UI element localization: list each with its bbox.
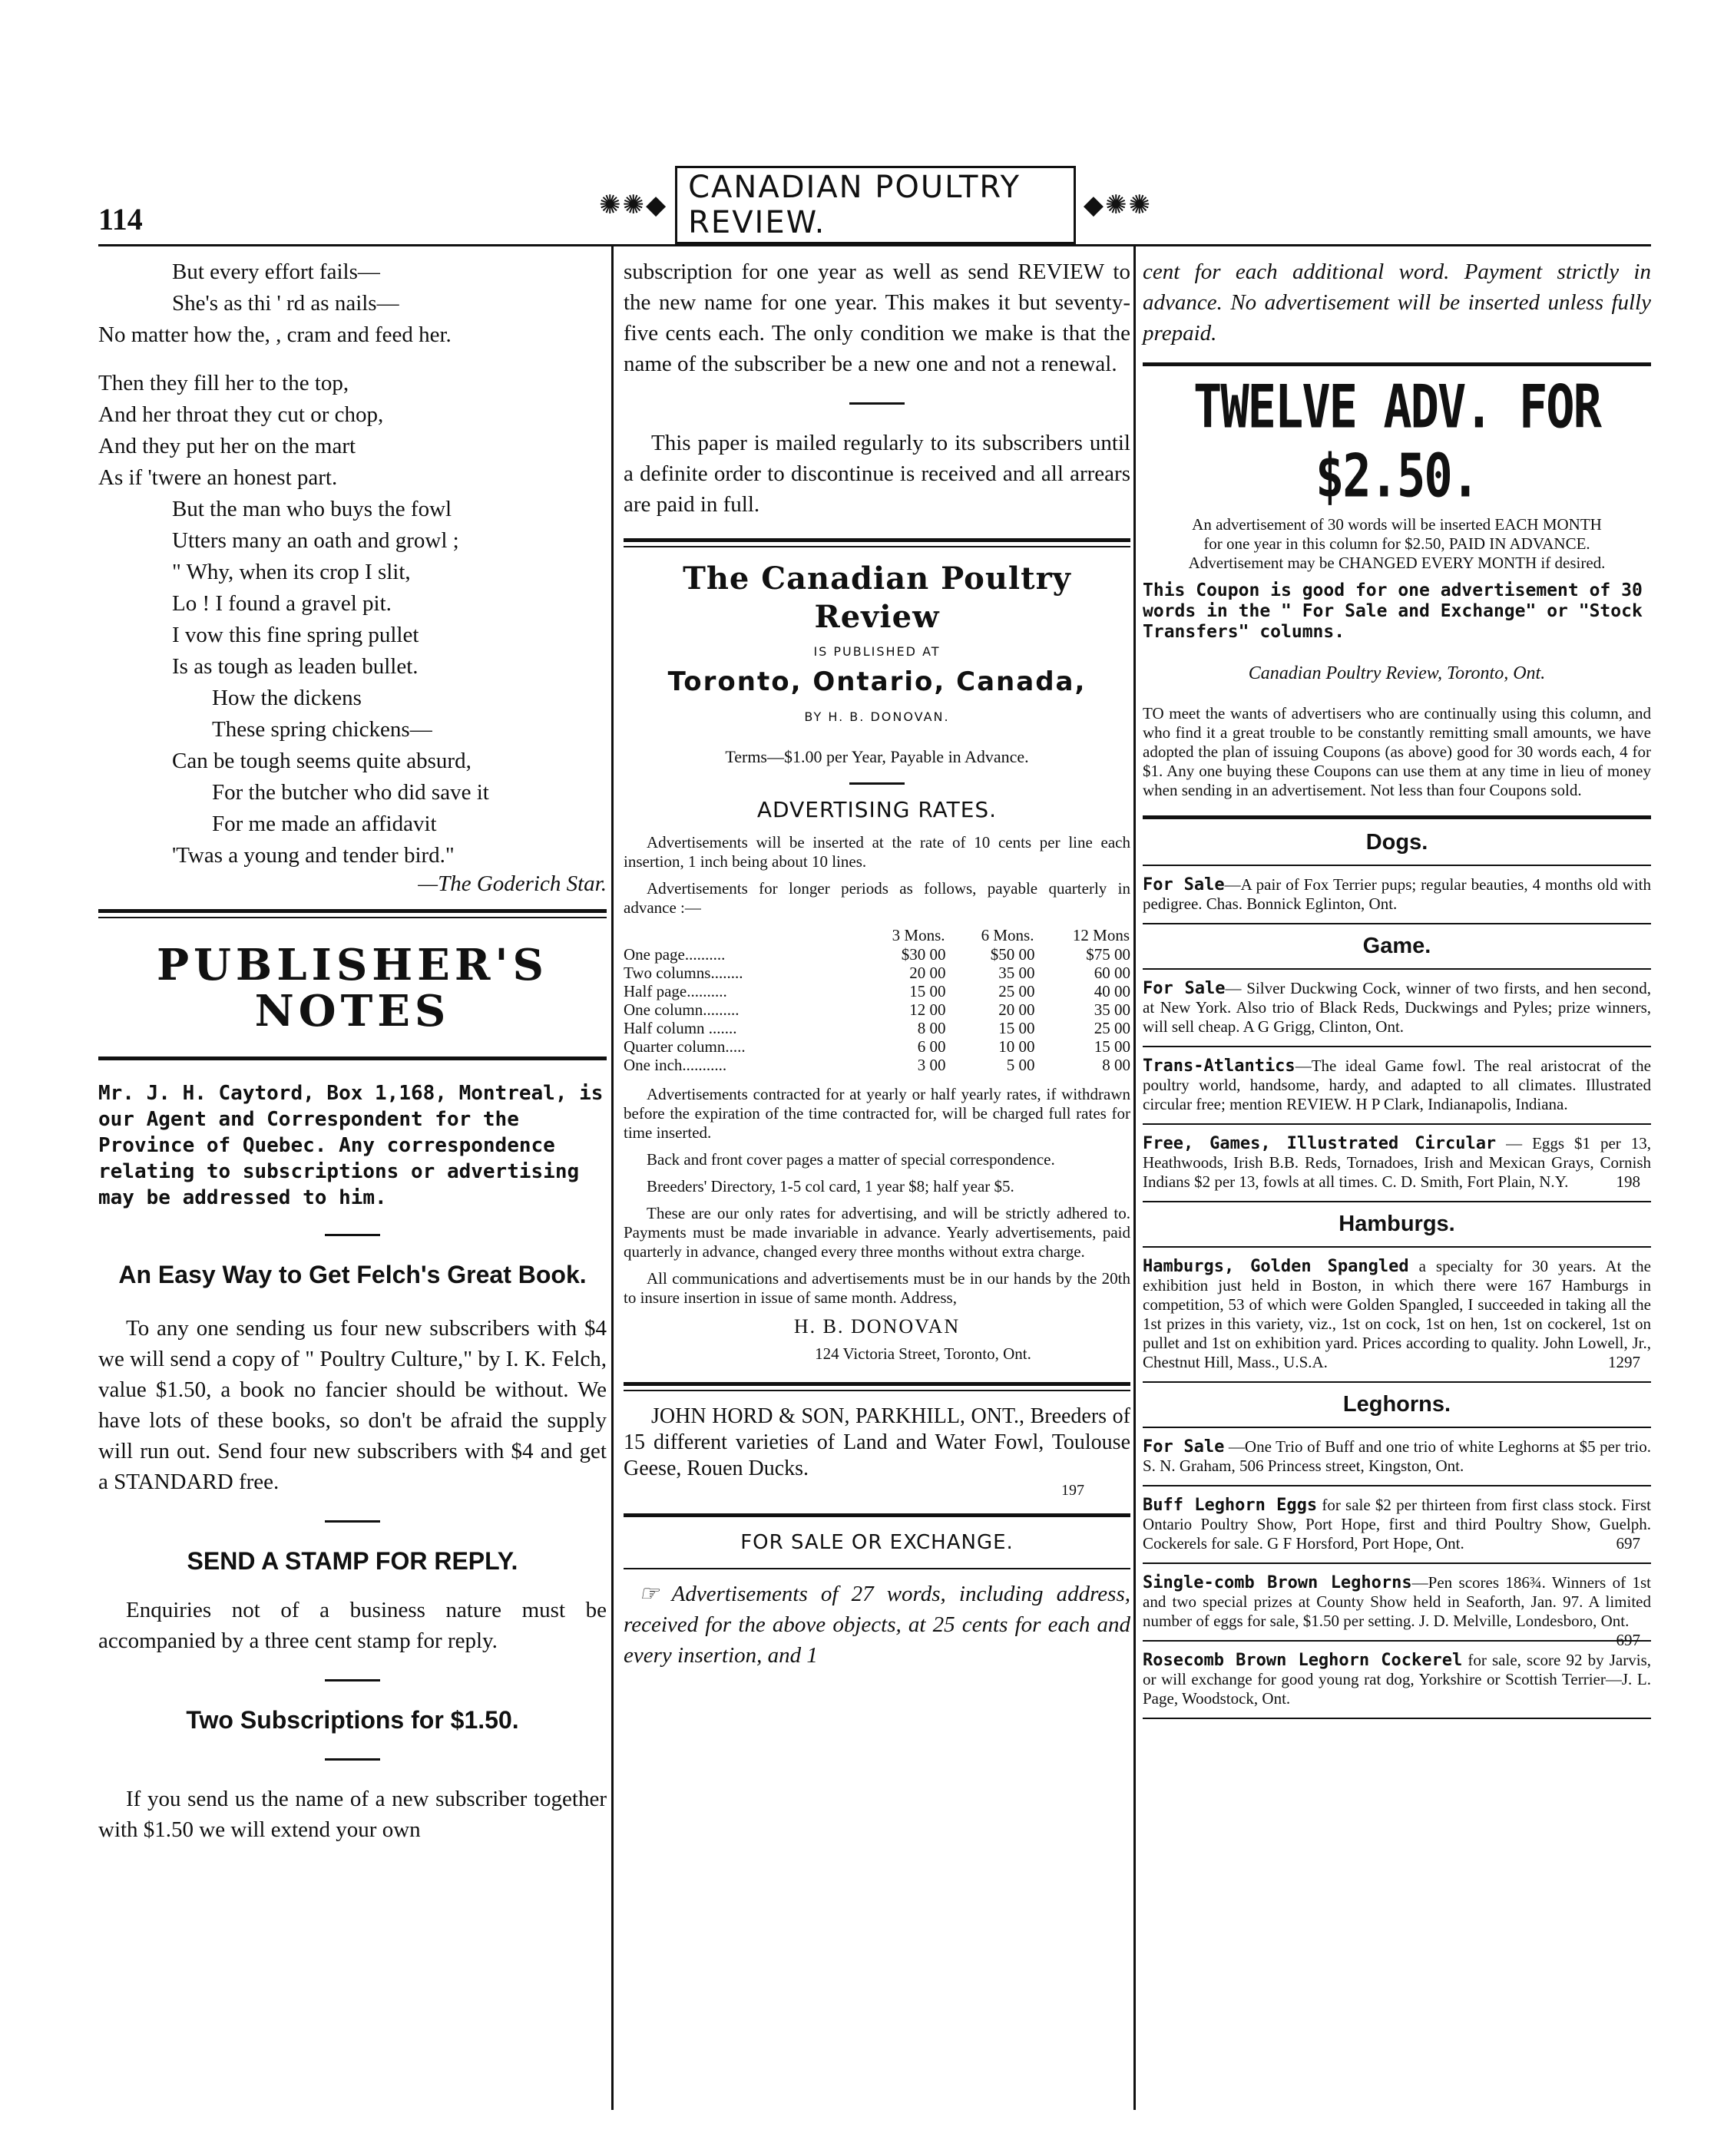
ad-lead: For Sale (1143, 979, 1226, 998)
rates-col-head: 3 Mons. (892, 926, 945, 944)
paragraph: Advertisements will be inserted at the rate of 10 cents per line each insertion, 1 inch being about 10 lines. (624, 833, 1130, 871)
poem-line: Utters many an oath and growl ; (172, 528, 459, 553)
paragraph: An advertisement of 30 words will be inserted EACH MONTH for one year in this column for $2.50, PAID IN ADVANCE. Advertisement may be CHANGED EVERY MONTH if desired. (1188, 515, 1606, 572)
ad-text: —One Trio of Buff and one trio of white Leghorns at $5 per trio. S. N. Graham, 506 Princess street, Kingston, Ont. (1143, 1437, 1651, 1475)
paragraph: All communications and advertisements must be in our hands by the 20th to insure insertion in issue of same month. Address, (624, 1269, 1130, 1307)
rates-row (624, 1037, 1130, 1056)
category-heading: Game. (1362, 934, 1431, 958)
location: Toronto, Ontario, Canada, (667, 666, 1087, 697)
rates-cell: 20 00 (909, 964, 946, 982)
divider (849, 782, 905, 785)
address-name: H. B. DONOVAN (793, 1315, 961, 1338)
paragraph: To any one sending us four new subscribers with $4 we will send a copy of " Poultry Culture," by I. K. Felch, value $1.50, a book no fancier should be without. We have lots of these books, so don't be afraid the supply will run out. Send four new subscribers with $4 and get a STANDARD free. (98, 1316, 607, 1494)
divider (1143, 362, 1651, 366)
hord-ad: JOHN HORD & SON, PARKHILL, ONT., Breeders of 15 different varieties of Land and Water Fowl, Toulouse Geese, Rouen Ducks. (624, 1404, 1130, 1480)
classified-ad (1143, 1257, 1651, 1372)
rates-row (624, 945, 1130, 964)
rates-row-label: One inch........... (624, 1056, 727, 1074)
classified-ad (1143, 875, 1651, 914)
divider (325, 1758, 380, 1761)
divider (1143, 1201, 1651, 1202)
rates-cell: 60 00 (1094, 964, 1130, 982)
paragraph: Advertisements contracted for at yearly or half yearly rates, if withdrawn before the expiration of the time contracted for, will be charged full rates for time inserted. (624, 1085, 1130, 1142)
paragraph: ☞ Advertisements of 27 words, including address, received for the above objects, at 25 cents for each and every insertion, and 1 (624, 1582, 1130, 1668)
classified-ad (1143, 1057, 1651, 1114)
masthead-ornament-left: ✺✺◆ (599, 191, 668, 220)
classified-ad (1143, 1134, 1651, 1192)
rates-cell: 5 00 (1006, 1056, 1035, 1074)
ad-number: 1297 (1608, 1353, 1640, 1371)
masthead-title: CANADIAN POULTRY REVIEW. (675, 166, 1076, 244)
rates-cell: 12 00 (909, 1000, 946, 1019)
divider (1143, 815, 1651, 819)
divider (1143, 1427, 1651, 1428)
ad-lead: Rosecomb Brown Leghorn Cockerel (1143, 1651, 1463, 1670)
divider (624, 1513, 1130, 1517)
rates-table (624, 925, 1130, 1074)
rates-cell: 25 00 (1094, 1019, 1130, 1037)
ad-lead: Trans-Atlantics (1143, 1057, 1295, 1076)
rates-row (624, 1000, 1130, 1019)
poem-line: How the dickens (212, 686, 362, 710)
divider (1143, 968, 1651, 970)
divider (1143, 1381, 1651, 1383)
paragraph: cent for each additional word. Payment strictly in advance. No advertisement will be inserted unless fully prepaid. (1143, 260, 1651, 346)
paragraph: If you send us the name of a new subscriber together with $1.50 we will extend your own (98, 1787, 607, 1842)
header-rule (98, 244, 1651, 246)
poem-line: No matter how the, , cram and feed her. (98, 322, 452, 347)
divider (1143, 1718, 1651, 1719)
column-3 (1143, 256, 1651, 1728)
twelve-adv-heading: TWELVE ADV. FOR $2.50. (1193, 371, 1600, 511)
poem-line: Is as tough as leaden bullet. (172, 654, 419, 679)
coupon-notice: This Coupon is good for one advertisement of 30 words in the " For Sale and Exchange" or "Stock Transfers" columns. (1143, 580, 1643, 642)
divider (98, 1057, 607, 1060)
ad-number: 697 (1616, 1631, 1640, 1649)
paragraph: These are our only rates for advertising, and will be strictly adhered to. Payments must be made invariable in advance. Yearly advertisements, paid quarterly in advance, changed every three months without extra charge. (624, 1204, 1130, 1261)
divider (1143, 1640, 1651, 1642)
publisher: BY H. B. DONOVAN. (804, 709, 950, 724)
publishers-notes-banner: PUBLISHER'S NOTES (156, 940, 548, 1037)
divider (624, 1568, 1130, 1569)
poem-line: Then they fill her to the top, (98, 371, 349, 395)
rates-cell: 15 00 (998, 1019, 1035, 1037)
column-divider (1133, 244, 1136, 2110)
rates-row-label: Half column ....... (624, 1019, 737, 1037)
rates-row (624, 1019, 1130, 1037)
classified-ad (1143, 1496, 1651, 1553)
column-1 (98, 256, 607, 1845)
ad-text: —Pen scores 186¾. Winners of 1st and two special prizes at County Show held in Seaforth, Jan. 97. A limited number of eggs for sale, $1.50 per setting. J. D. Melville, Londesboro, Ont. (1143, 1573, 1651, 1630)
ad-lead: For Sale (1143, 1437, 1225, 1457)
paragraph: This paper is mailed regularly to its subscribers until a definite order to discontinue is received and all arrears are paid in full. (624, 431, 1130, 517)
page-number: 114 (98, 202, 143, 236)
rates-row (624, 982, 1130, 1000)
divider (624, 1382, 1130, 1391)
rates-cell: 40 00 (1094, 982, 1130, 1000)
poem (98, 256, 607, 871)
rates-cell: $50 00 (990, 945, 1035, 964)
divider (1143, 1562, 1651, 1564)
poem-line: These spring chickens— (212, 717, 432, 742)
category-heading: Leghorns. (1342, 1392, 1451, 1417)
ad-lead: Buff Leghorn Eggs (1143, 1496, 1318, 1515)
divider (325, 1234, 380, 1236)
rates-cell: 3 00 (917, 1056, 946, 1074)
divider (1143, 865, 1651, 866)
masthead-ornament-right: ◆✺✺ (1083, 191, 1152, 220)
rates-cell: 15 00 (909, 982, 946, 1000)
paragraph: TO meet the wants of advertisers who are continually using this column, and who find it a great trouble to be constantly remitting small amounts, we have adopted the plan of issuing Coupons (as above) good for 30 words each, 4 for $1. Any one buying these Coupons can use them at any time in lieu of money when sending in an advertisement. Not less than four Coupons sold. (1143, 704, 1651, 799)
divider (1143, 1246, 1651, 1248)
ad-text: — Silver Duckwing Cock, winner of two firsts, and hen second, at New York. Also trio of Black Reds, Duckwings and Pyles; prize winners, will sell cheap. A G Grigg, Clinton, Ont. (1143, 979, 1651, 1036)
ad-lead: Single-comb Brown Leghorns (1143, 1573, 1412, 1592)
poem-line: For the butcher who did save it (212, 780, 489, 805)
rates-cell: 8 00 (917, 1019, 946, 1037)
poem-attribution: —The Goderich Star. (418, 871, 607, 896)
paragraph: Breeders' Directory, 1-5 col card, 1 year $8; half year $5. (647, 1177, 1014, 1195)
paragraph: Advertisements for longer periods as follows, payable quarterly in advance :— (624, 879, 1130, 917)
divider (1143, 923, 1651, 924)
ad-text: —A pair of Fox Terrier pups; regular beauties, 4 months old with pedigree. Chas. Bonnick Eglinton, Ont. (1143, 875, 1651, 913)
poem-line: Can be tough seems quite absurd, (172, 749, 472, 773)
divider (849, 402, 905, 405)
paper-title: The Canadian Poultry Review (683, 560, 1071, 635)
classified-ad (1143, 1651, 1651, 1708)
classified-sections (1143, 830, 1651, 1719)
rates-cell: 15 00 (1094, 1037, 1130, 1056)
rates-cell: 6 00 (917, 1037, 946, 1056)
ad-number: 697 (1616, 1534, 1640, 1553)
poem-line: As if 'twere an honest part. (98, 465, 338, 490)
masthead (599, 170, 1152, 240)
sale-heading: FOR SALE OR EXCHANGE. (740, 1531, 1014, 1554)
poem-line: I vow this fine spring pullet (172, 623, 419, 647)
rates-cell: 8 00 (1102, 1056, 1130, 1074)
ad-lead: For Sale (1143, 875, 1225, 894)
paragraph: Enquiries not of a business nature must be accompanied by a three cent stamp for reply. (98, 1598, 607, 1653)
poem-line: And they put her on the mart (98, 434, 356, 458)
rates-row-label: One page.......... (624, 945, 726, 964)
rates-cell: $75 00 (1086, 945, 1130, 964)
poem-line: " Why, when its crop I slit, (172, 560, 411, 584)
divider (325, 1679, 380, 1681)
coupon-signature: Canadian Poultry Review, Toronto, Ont. (1248, 663, 1546, 683)
rates-row-label: Quarter column..... (624, 1037, 746, 1056)
rates-cell: $30 00 (901, 945, 946, 964)
poem-line: 'Twas a young and tender bird." (172, 843, 455, 868)
classified-ad (1143, 1437, 1651, 1476)
rates-cell: 25 00 (998, 982, 1035, 1000)
divider (98, 909, 607, 918)
rates-heading: ADVERTISING RATES. (756, 797, 998, 822)
published-at: IS PUBLISHED AT (813, 644, 941, 659)
poem-line: But every effort fails— (172, 260, 380, 284)
poem-line: Lo ! I found a gravel pit. (172, 591, 392, 616)
category-heading: Dogs. (1365, 830, 1428, 855)
rates-cell: 20 00 (998, 1000, 1035, 1019)
divider (1143, 1123, 1651, 1125)
rates-cell: 35 00 (1094, 1000, 1130, 1019)
ad-text: —The ideal Game fowl. The real aristocrat of the poultry world, handsome, hardy, and adapted to all climates. Illustrated circular free; mention REVIEW. H P Clark, Indianapolis, Indiana. (1143, 1057, 1651, 1113)
rates-col-head: 6 Mons. (981, 926, 1034, 944)
divider (624, 538, 1130, 547)
ad-text: — Eggs $1 per 13, Heathwoods, Irish B.B. Reds, Tornadoes, Irish and Mexican Grays, Cornish Indians $2 per 13, fowls at all times. C. D. Smith, Fort Plain, N.Y. (1143, 1134, 1651, 1191)
poem-line: She's as thi ' rd as nails— (172, 291, 399, 316)
poem-line: But the man who buys the fowl (172, 497, 452, 521)
rates-row (624, 1056, 1130, 1074)
category-heading: Hamburgs. (1338, 1212, 1455, 1236)
classified-ad (1143, 979, 1651, 1037)
rates-cell: 35 00 (998, 964, 1035, 982)
paragraph: subscription for one year as well as send REVIEW to the new name for one year. This makes it but seventy-five cents each. The only condition we make is that the name of the subscriber be a new one and not a renewal. (624, 260, 1130, 376)
divider (325, 1520, 380, 1523)
ad-number: 197 (1061, 1482, 1084, 1499)
rates-col-head: 12 Mons (1072, 926, 1130, 944)
section-heading: SEND A STAMP FOR REPLY. (187, 1547, 518, 1575)
ad-text: for sale, score 92 by Jarvis, or will exchange for good young rat dog, Yorkshire or Scottish Terrier—J. L. Page, Woodstock, Ont. (1143, 1651, 1651, 1708)
divider (1143, 1046, 1651, 1047)
column-divider (611, 244, 614, 2110)
address-street: 124 Victoria Street, Toronto, Ont. (815, 1344, 1031, 1363)
poem-line: For me made an affidavit (212, 812, 437, 836)
classified-ad (1143, 1573, 1651, 1649)
ad-text: a specialty for 30 years. At the exhibition just held in Boston, in which there were 167 Hamburgs in competition, 53 of which were Golden Spangled, I succeeded in taking all the 1st prizes in this variety, viz., 1st on cock, 1st on hen, 1st on cockerel, 1st on pullet and 1st on exhibition yard. Prices according to quality. John Lowell, Jr., Chestnut Hill, Mass., U.S.A. (1143, 1257, 1651, 1371)
agent-notice: Mr. J. H. Caytord, Box 1,168, Montreal, is our Agent and Correspondent for the Province of Quebec. Any correspondence relating to subscriptions or advertising may be addressed to him. (98, 1082, 604, 1209)
section-heading: Two Subscriptions for $1.50. (186, 1706, 519, 1734)
rates-row (624, 964, 1130, 982)
divider (1143, 1485, 1651, 1486)
rates-row-label: Two columns........ (624, 964, 743, 982)
paragraph: Back and front cover pages a matter of special correspondence. (647, 1150, 1055, 1169)
ad-number: 198 (1616, 1172, 1640, 1191)
column-2 (624, 256, 1130, 1671)
rates-row-label: Half page.......... (624, 982, 727, 1000)
ad-lead: Free, Games, Illustrated Circular (1143, 1134, 1497, 1153)
ad-text: for sale $2 per thirteen from first class stock. First Ontario Poultry Show, Port Hope, first and third Poultry Show, Guelph. Cockerels for sale. G F Horsford, Port Hope, Ont. (1143, 1496, 1651, 1553)
poem-line: And her throat they cut or chop, (98, 402, 384, 427)
terms: Terms—$1.00 per Year, Payable in Advance. (725, 747, 1029, 766)
rates-row-label: One column......... (624, 1000, 740, 1019)
section-heading: An Easy Way to Get Felch's Great Book. (118, 1261, 587, 1288)
rates-cell: 10 00 (998, 1037, 1035, 1056)
ad-lead: Hamburgs, Golden Spangled (1143, 1257, 1409, 1276)
